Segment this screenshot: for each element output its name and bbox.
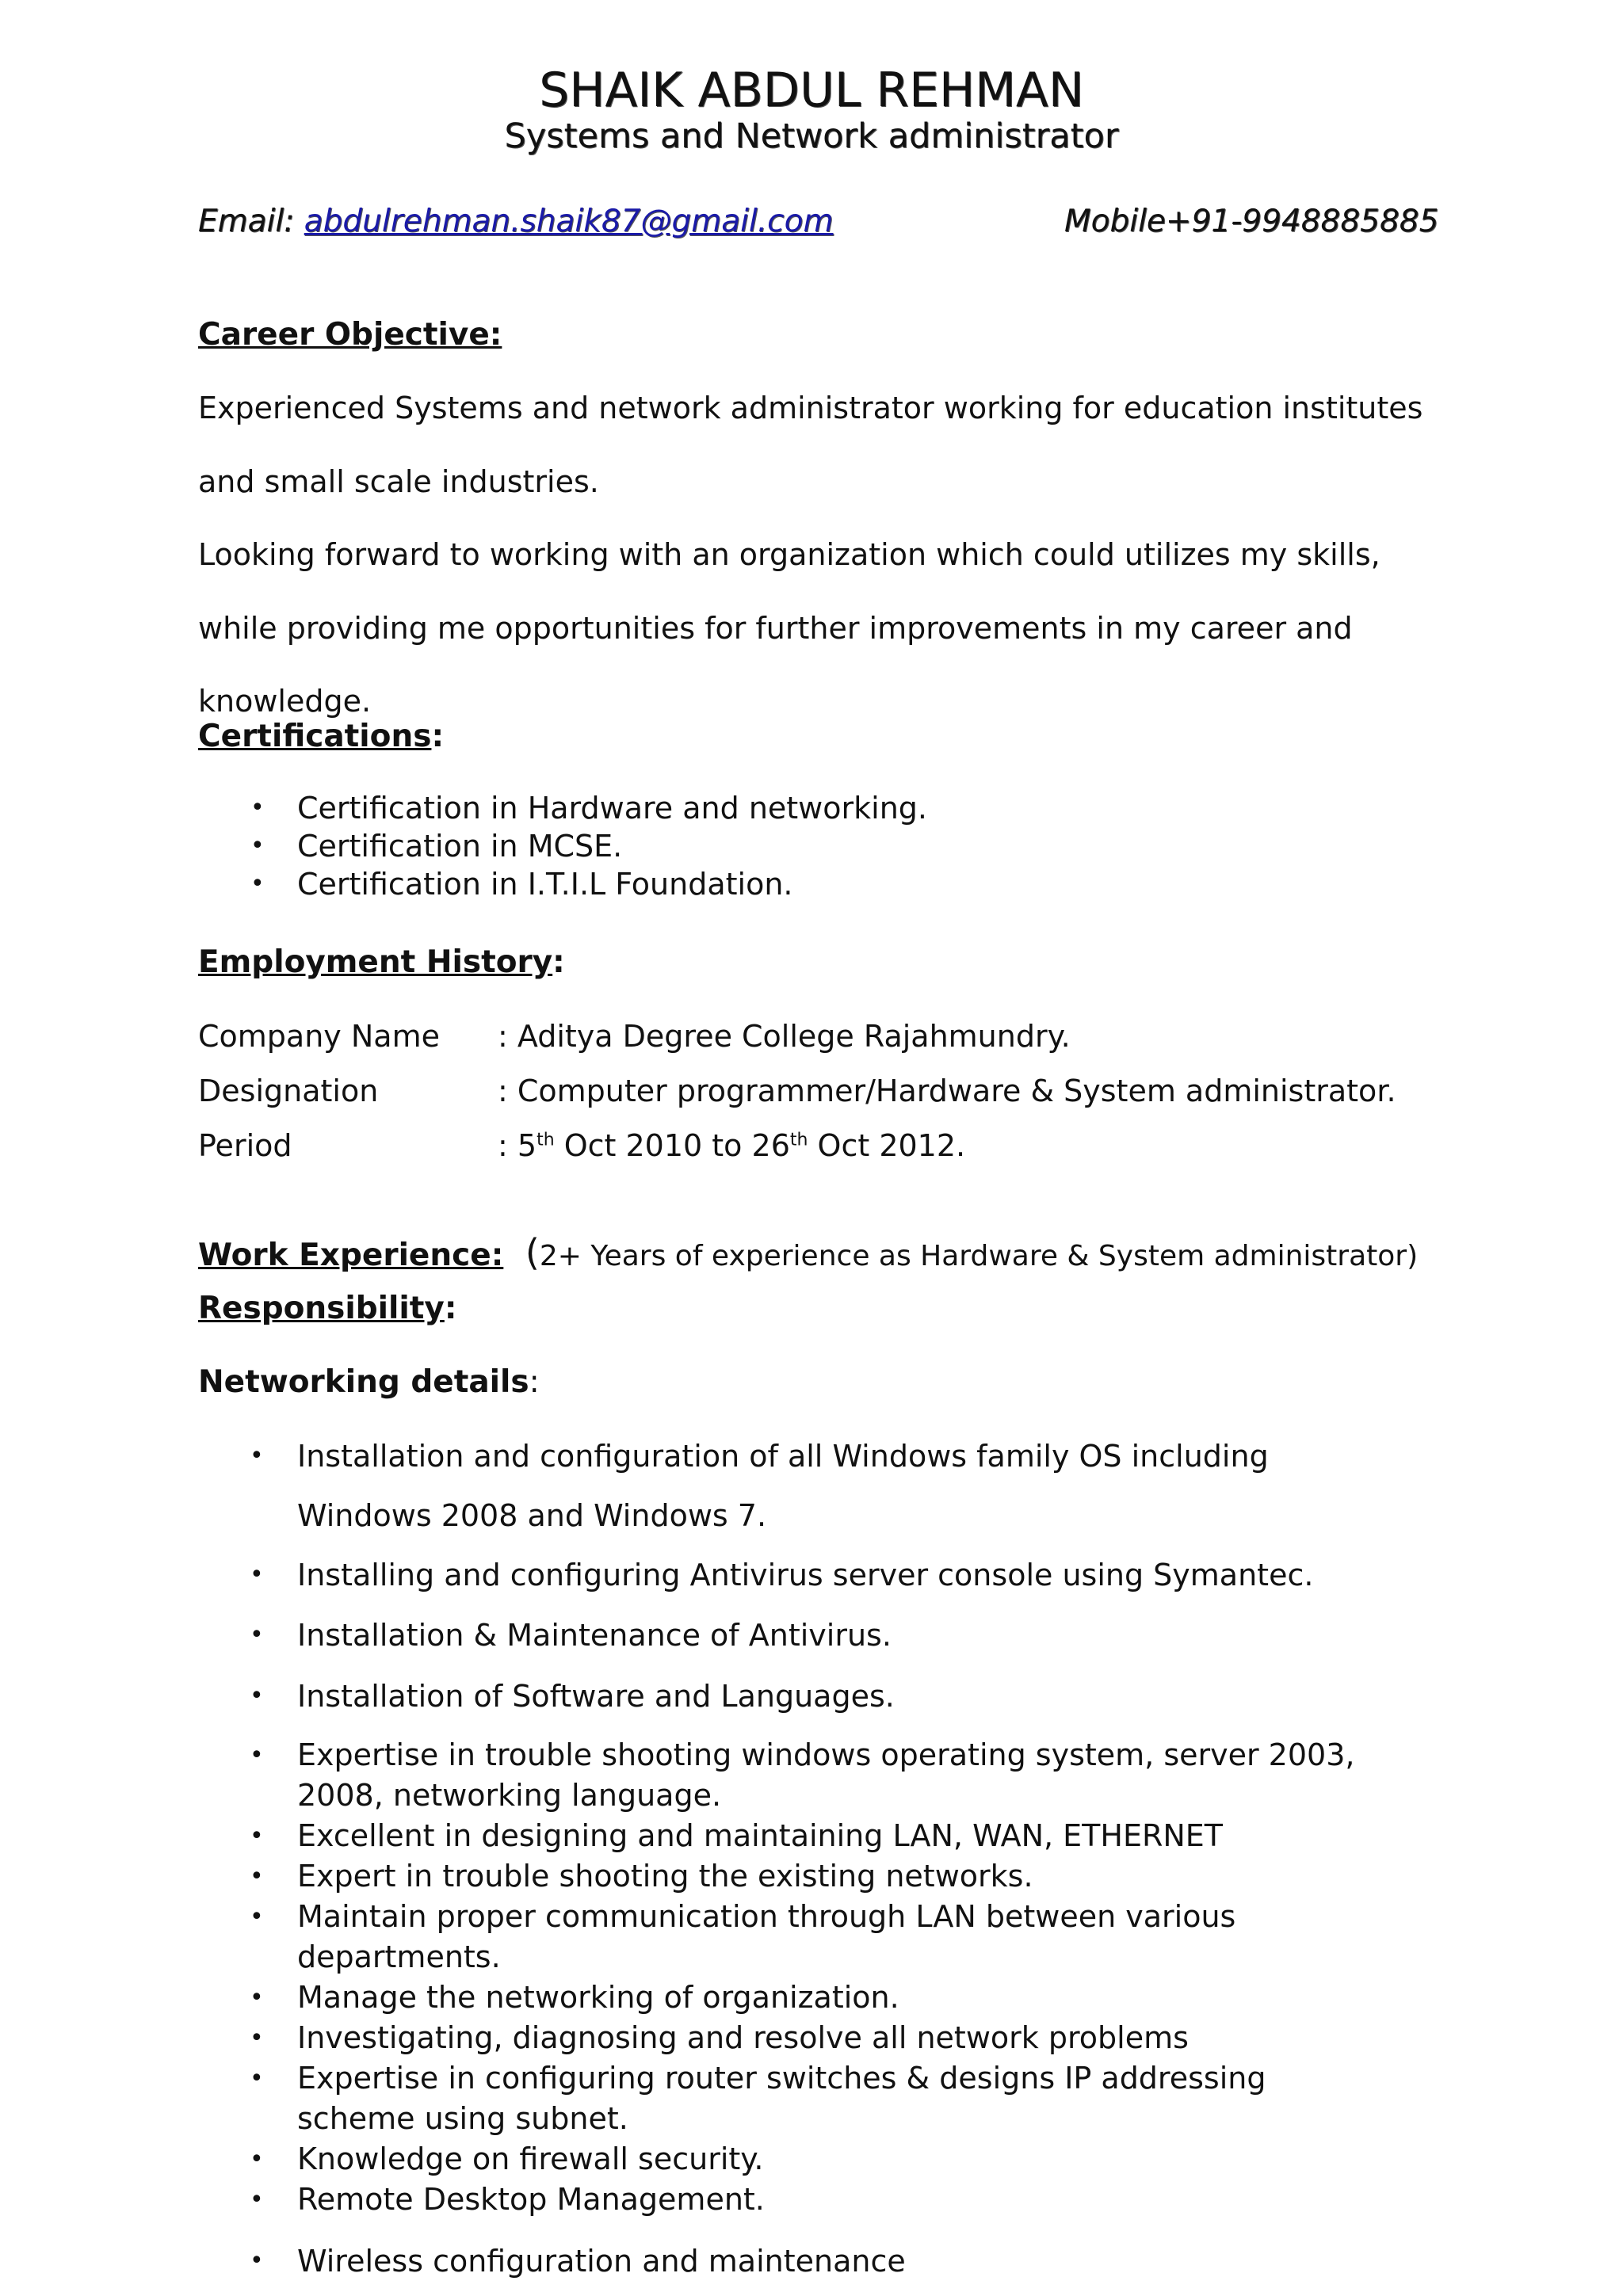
networking-item-text: Expertise in trouble shooting windows operating system, server 2003, (297, 1737, 1355, 1772)
networking-item-text: Excellent in designing and maintaining LAN, WAN, ETHERNET (297, 1818, 1224, 1853)
email-link[interactable]: abdulrehman.shaik87@gmail.com (304, 204, 834, 239)
networking-item (250, 2239, 906, 2283)
bullet-icon: • (250, 1442, 264, 1470)
certification-text: Certification in I.T.I.L Foundation. (297, 867, 793, 902)
email-label: Email: (198, 204, 295, 239)
networking-item (250, 2018, 1189, 2058)
networking-details-heading (198, 1360, 540, 1405)
networking-colon: : (529, 1364, 540, 1400)
certification-text: Certification in MCSE. (297, 829, 623, 864)
candidate-title: Systems and Network administrator (504, 116, 1119, 156)
networking-item-text: Installation of Software and Languages. (297, 1679, 895, 1714)
bullet-icon: • (250, 1621, 264, 1649)
networking-item (250, 1816, 1224, 1856)
bullet-icon: • (250, 1984, 264, 2012)
period-middle: Oct 2010 to 26 (554, 1128, 790, 1163)
responsibility-heading (198, 1287, 456, 1331)
networking-item-continuation: scheme using subnet. (297, 2101, 628, 2136)
networking-item (250, 1434, 1269, 1478)
designation-value: : Computer programmer/Hardware & System administrator. (498, 1074, 1396, 1108)
certifications-colon: : (431, 719, 445, 754)
objective-line: Experienced Systems and network administrator working for education institutes (198, 391, 1423, 425)
networking-item-text: Remote Desktop Management. (297, 2182, 765, 2217)
company-name-value: : Aditya Degree College Rajahmundry. (498, 1019, 1071, 1054)
networking-item-continuation: Windows 2008 and Windows 7. (297, 1498, 767, 1533)
period-sup-start: th (537, 1130, 555, 1150)
networking-item (250, 1613, 892, 1657)
networking-item (250, 1674, 895, 1718)
certifications-heading-text: Certifications (198, 719, 432, 754)
period-suffix: Oct 2012. (808, 1128, 966, 1163)
period-sup-end: th (789, 1130, 808, 1150)
networking-item-text: Investigating, diagnosing and resolve all network problems (297, 2020, 1189, 2055)
candidate-name: SHAIK ABDUL REHMAN (539, 63, 1084, 118)
period-value (498, 1123, 965, 1168)
bullet-icon: • (250, 1863, 264, 1890)
networking-item-text: Wireless configuration and maintenance (297, 2244, 906, 2279)
mobile-number: Mobile+91-9948885885 (1064, 204, 1439, 239)
networking-item (250, 2058, 1266, 2099)
designation-label: Designation (198, 1074, 379, 1108)
networking-item-text: Installation & Maintenance of Antivirus. (297, 1618, 892, 1653)
work-experience-heading (198, 1230, 1418, 1279)
work-experience-paren: ( (525, 1231, 540, 1274)
employment-colon: : (552, 944, 565, 980)
responsibility-heading-text: Responsibility (198, 1291, 445, 1326)
certification-text: Certification in Hardware and networking. (297, 791, 927, 826)
responsibility-colon: : (444, 1291, 457, 1326)
networking-item-text: Installing and configuring Antivirus server console using Symantec. (297, 1558, 1314, 1592)
bullet-icon: • (250, 1561, 264, 1589)
list-item (198, 865, 927, 903)
bullet-icon: • (250, 794, 265, 822)
career-objective-heading-text: Career Objective: (198, 317, 502, 353)
networking-item-text: Knowledge on firewall security. (297, 2142, 764, 2176)
bullet-icon: • (250, 2186, 264, 2214)
bullet-icon: • (250, 870, 265, 898)
bullet-icon: • (250, 832, 265, 860)
networking-item-text: Maintain proper communication through LAN between various (297, 1899, 1236, 1934)
work-experience-heading-text: Work Experience: (198, 1238, 504, 1273)
networking-item (250, 1856, 1033, 1897)
networking-details-heading-text: Networking details (198, 1364, 529, 1400)
list-item (198, 789, 927, 827)
networking-item (250, 1897, 1236, 1937)
employment-history-heading-text: Employment History (198, 944, 553, 980)
work-experience-note: 2+ Years of experience as Hardware & System administrator) (539, 1240, 1419, 1272)
networking-item (250, 1553, 1314, 1597)
networking-item (250, 1978, 899, 2018)
list-item (198, 827, 927, 865)
networking-item (250, 2139, 764, 2180)
employment-history-heading (198, 940, 565, 985)
bullet-icon: • (250, 2065, 264, 2092)
bullet-icon: • (250, 1822, 264, 1850)
networking-item-continuation: departments. (297, 1939, 501, 1974)
objective-line: knowledge. (198, 684, 372, 719)
bullet-icon: • (250, 2024, 264, 2052)
networking-item (250, 1735, 1355, 1775)
bullet-icon: • (250, 1903, 264, 1931)
company-name-label: Company Name (198, 1019, 440, 1054)
networking-item-text: Expertise in configuring router switches & designs IP addressing (297, 2061, 1266, 2096)
certifications-heading (198, 715, 444, 759)
objective-line: while providing me opportunities for further improvements in my career and (198, 611, 1353, 646)
networking-item-text: Installation and configuration of all Windows family OS including (297, 1439, 1269, 1474)
networking-item-text: Manage the networking of organization. (297, 1980, 899, 2015)
bullet-icon: • (250, 2145, 264, 2173)
networking-item (250, 2180, 765, 2220)
networking-item-text: Expert in trouble shooting the existing networks. (297, 1859, 1033, 1894)
objective-line: Looking forward to working with an organization which could utilizes my skills, (198, 537, 1381, 572)
bullet-icon: • (250, 1682, 264, 1710)
email-line (198, 200, 833, 244)
bullet-icon: • (250, 1741, 264, 1769)
period-prefix: : 5 (498, 1128, 537, 1163)
certifications-list (198, 789, 927, 903)
career-objective-heading (198, 313, 502, 357)
objective-line: and small scale industries. (198, 464, 599, 499)
bullet-icon: • (250, 2247, 264, 2275)
period-label: Period (198, 1128, 292, 1163)
networking-item-continuation: 2008, networking language. (297, 1778, 722, 1813)
